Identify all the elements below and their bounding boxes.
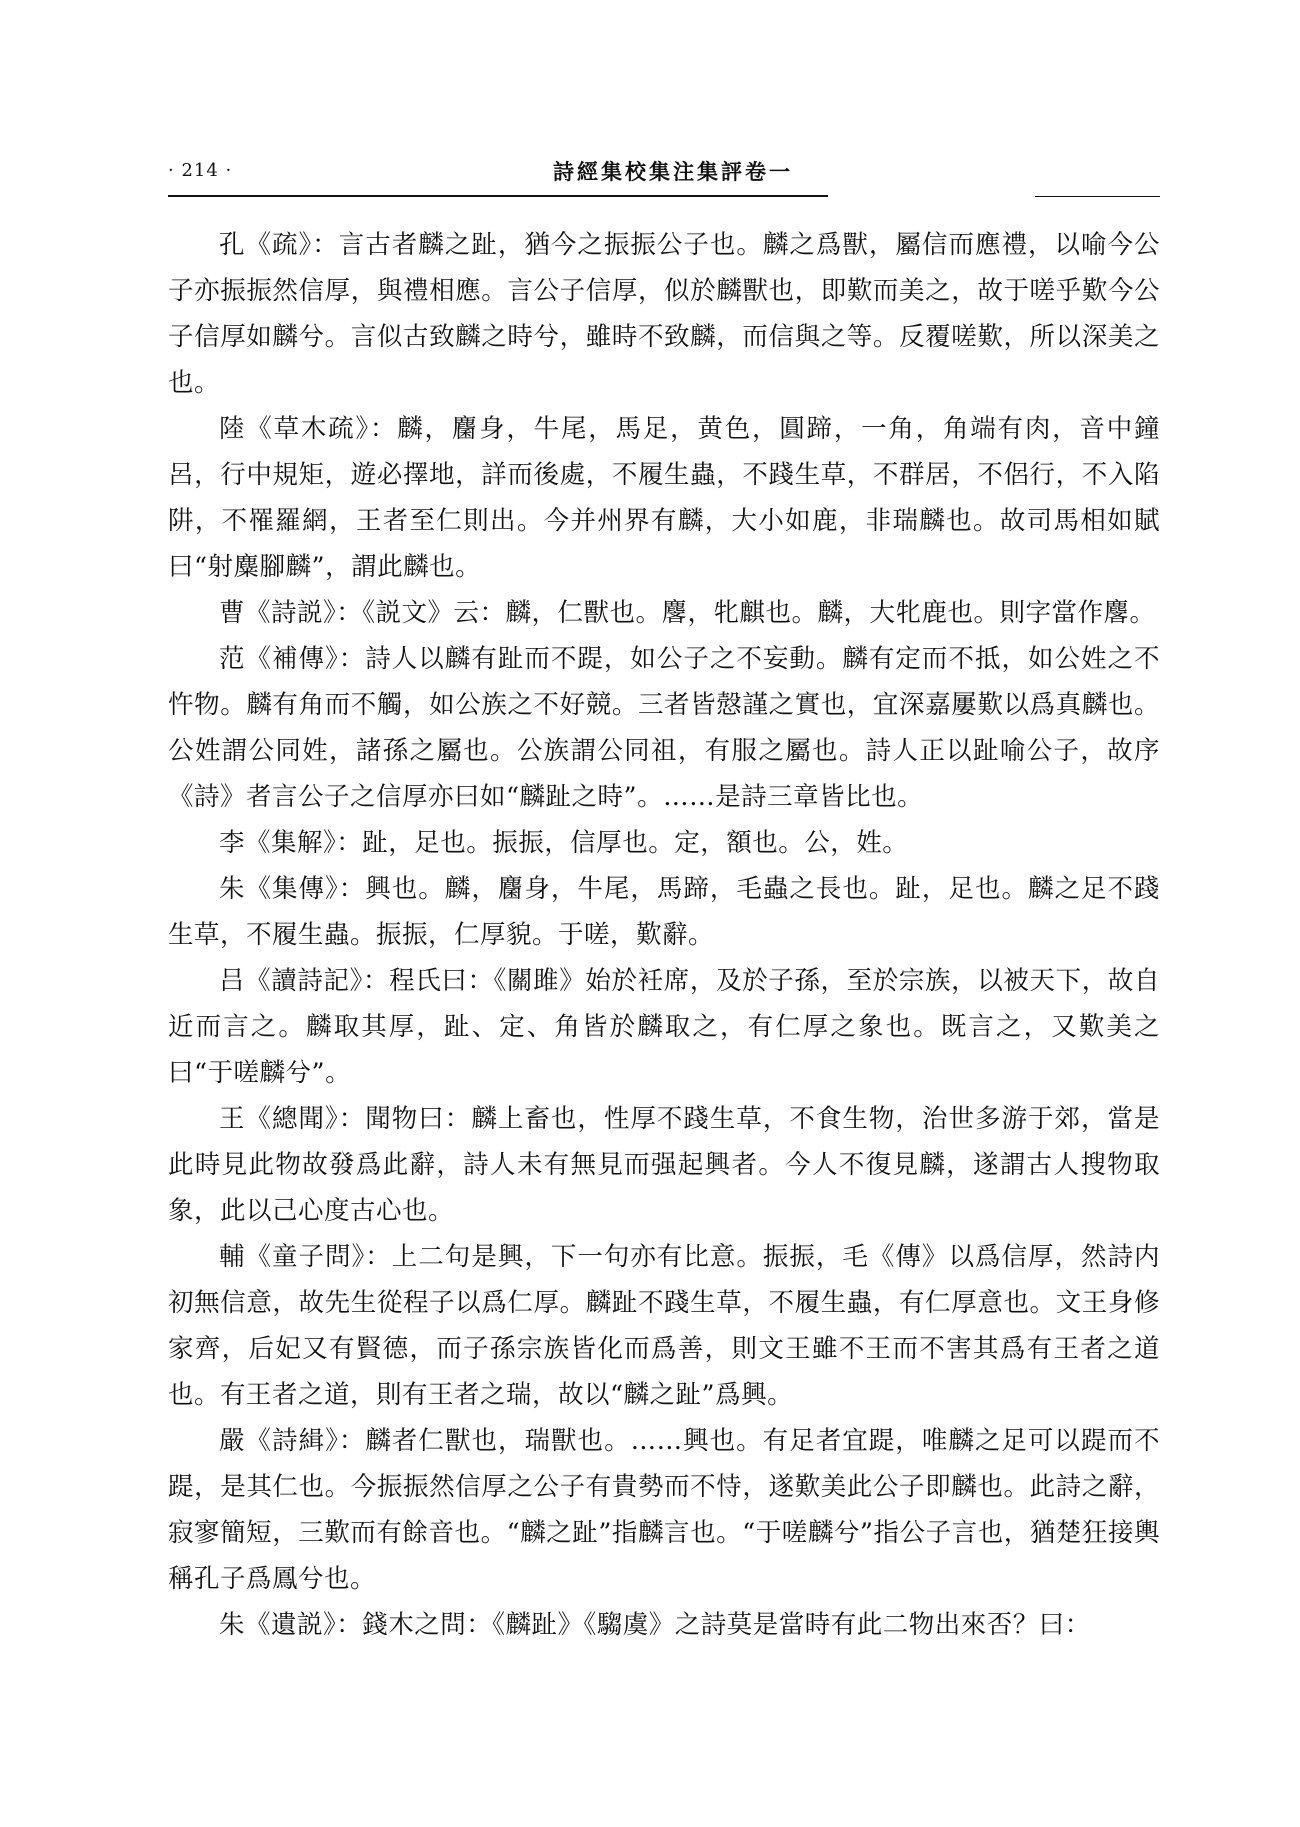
page-number: · 214 · — [168, 160, 233, 181]
paragraph-li-jijie: 李《集解》：趾，足也。振振，信厚也。定，額也。公，姓。 — [219, 828, 909, 858]
paragraph-cao-shishuo: 曹《詩説》：《説文》云：麟，仁獸也。麐，牝麒也。麟，大牝鹿也。則字當作麐。 — [219, 598, 1156, 628]
paragraph-lv-dushiji: 吕《讀詩記》：程氏曰：《關雎》始於衽席，及於子孫，至於宗族，以被天下，故自近而言之。麟取其厚，趾、定、角皆於麟取之，有仁厚之象也。既言之，又歎美之曰“于嗟麟兮”。 — [168, 966, 1160, 1088]
paragraph-lu-caomushu: 陸《草木疏》：麟，麕身，牛尾，馬足，黄色，圓蹄，一角，角端有肉，音中鐘呂，行中規矩，遊必擇地，詳而後處，不履生蟲，不踐生草，不群居，不侶行，不入陷阱，不罹羅網，王者至仁則出。今并州界有麟，大小如鹿，非瑞麟也。故司馬相如賦曰“射麋腳麟”，謂此麟也。 — [168, 414, 1160, 582]
header-rule — [168, 195, 828, 197]
header-rule-right — [1035, 196, 1160, 197]
main-text — [168, 222, 1160, 1648]
paragraph-zhu-jizhuan: 朱《集傳》：興也。麟，麕身，牛尾，馬蹄，毛蟲之長也。趾，足也。麟之足不踐生草，不履生蟲。振振，仁厚貌。于嗟，歎辭。 — [168, 874, 1160, 950]
paragraph-zhu-yishuo: 朱《遺説》：錢木之問：《麟趾》《騶虞》之詩莫是當時有此二物出來否？曰： — [219, 1610, 1091, 1640]
paragraph-kong-shu: 孔《疏》：言古者麟之趾，猶今之振振公子也。麟之爲獸，屬信而應禮，以喻今公子亦振振然信厚，與禮相應。言公子信厚，似於麟獸也，即歎而美之，故于嗟乎歎今公子信厚如麟兮。言似古致麟之時兮，雖時不致麟，而信與之等。反覆嗟歎，所以深美之也。 — [168, 230, 1160, 398]
paragraph-yan-shiji: 嚴《詩緝》：麟者仁獸也，瑞獸也。……興也。有足者宜踶，唯麟之足可以踶而不踶，是其仁也。今振振然信厚之公子有貴勢而不恃，遂歎美此公子即麟也。此詩之辭，寂寥簡短，三歎而有餘音也。“麟之趾”指麟言也。“于嗟麟兮”指公子言也，猶楚狂接輿稱孔子爲鳳兮也。 — [168, 1426, 1160, 1594]
paragraph-wang-zongwen: 王《總聞》：聞物曰：麟上畜也，性厚不踐生草，不食生物，治世多游于郊，當是此時見此物故發爲此辭，詩人未有無見而强起興者。今人不復見麟，遂謂古人搜物取象，此以己心度古心也。 — [168, 1104, 1160, 1226]
page-header — [168, 152, 1158, 192]
paragraph-fu-tongziwen: 輔《童子問》：上二句是興，下一句亦有比意。振振，毛《傳》以爲信厚，然詩内初無信意，故先生從程子以爲仁厚。麟趾不踐生草，不履生蟲，有仁厚意也。文王身修家齊，后妃又有賢德，而子孫宗族皆化而爲善，則文王雖不王而不害其爲有王者之道也。有王者之道，則有王者之瑞，故以“麟之趾”爲興。 — [168, 1242, 1160, 1410]
paragraph-fan-buzhuan: 范《補傳》：詩人以麟有趾而不踶，如公子之不妄動。麟有定而不抵，如公姓之不忤物。麟有角而不觸，如公族之不好競。三者皆慤謹之實也，宜深嘉屢歎以爲真麟也。公姓謂公同姓，諸孫之屬也。公族謂公同祖，有服之屬也。詩人正以趾喻公子，故序《詩》者言公子之信厚亦曰如“麟趾之時”。……是詩三章皆比也。 — [168, 644, 1160, 812]
running-title: 詩經集校集注集評卷一 — [553, 159, 793, 184]
